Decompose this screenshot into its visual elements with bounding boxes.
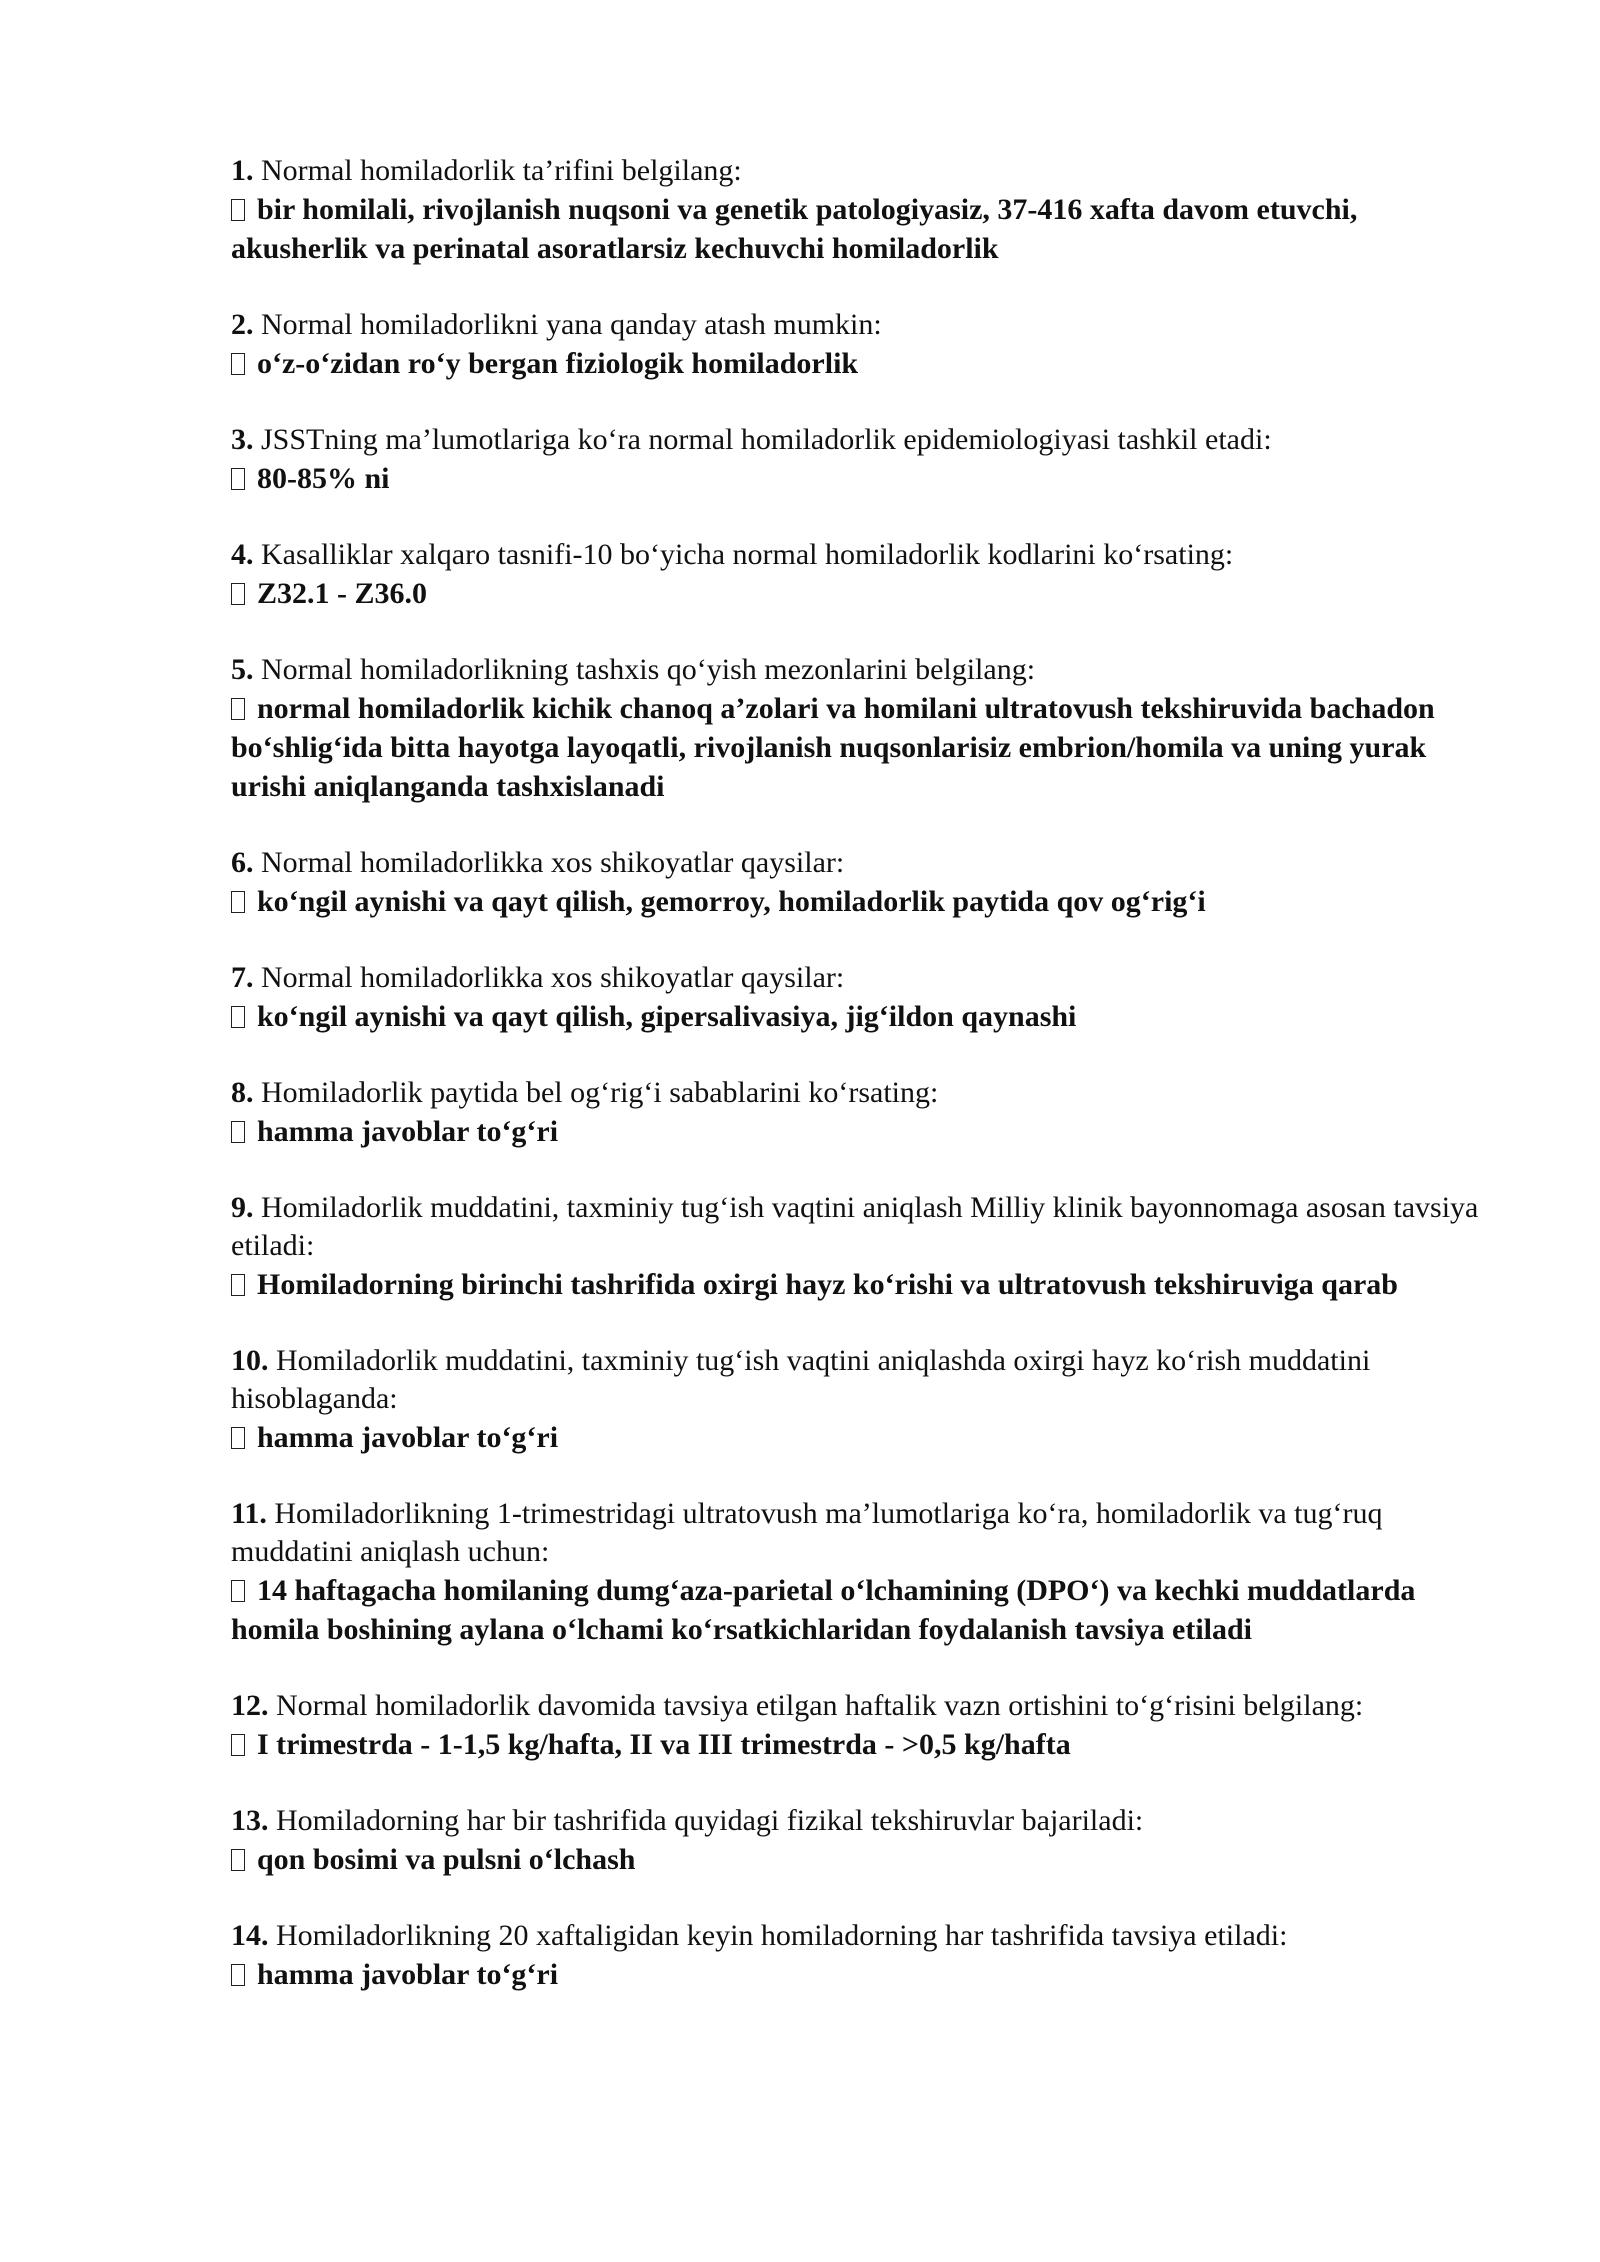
question-number: 14.: [231, 1919, 269, 1952]
answer-text: [231, 882, 1501, 921]
question-item: [231, 1495, 1501, 1649]
checkbox-icon: [231, 1006, 245, 1028]
answer-text: [231, 1840, 1501, 1879]
checkbox-icon: [231, 1274, 245, 1296]
checkbox-icon: [231, 1427, 245, 1449]
question-number: 2.: [231, 308, 254, 341]
answer-label: Z32.1 - Z36.0: [257, 577, 428, 610]
checkbox-icon: [231, 891, 245, 913]
question-item: [231, 844, 1501, 921]
question-text: [231, 1917, 1501, 1955]
question-item: [231, 1189, 1501, 1304]
question-text: [231, 1189, 1501, 1265]
question-label: Kasalliklar xalqaro tasnifi-10 bo‘yicha normal homiladorlik kodlarini ko‘rsating:: [261, 538, 1234, 571]
question-number: 13.: [231, 1804, 269, 1837]
question-label: Normal homiladorlikka xos shikoyatlar qaysilar:: [261, 846, 845, 879]
answer-label: hamma javoblar to‘g‘ri: [257, 1115, 559, 1148]
question-number: 8.: [231, 1076, 254, 1109]
checkbox-icon: [231, 1580, 245, 1602]
answer-label: 80-85% ni: [257, 462, 390, 495]
question-text: [231, 1687, 1501, 1725]
answer-text: [231, 1725, 1501, 1764]
question-number: 3.: [231, 423, 254, 456]
question-text: [231, 1074, 1501, 1112]
question-text: [231, 306, 1501, 344]
question-text: [231, 1495, 1501, 1571]
question-item: [231, 536, 1501, 613]
checkbox-icon: [231, 1849, 245, 1871]
answer-text: [231, 1571, 1501, 1649]
answer-label: hamma javoblar to‘g‘ri: [257, 1421, 559, 1454]
checkbox-icon: [231, 698, 245, 720]
question-label: Homiladorlik muddatini, taxminiy tug‘ish vaqtini aniqlashda oxirgi hayz ko‘rish muddatini hisoblaganda:: [231, 1344, 1371, 1415]
question-number: 1.: [231, 154, 254, 187]
question-label: Homiladorlikning 1-trimestridagi ultratovush ma’lumotlariga ko‘ra, homiladorlik va tug‘ruq muddatini aniqlash uchun:: [231, 1497, 1383, 1568]
question-item: [231, 959, 1501, 1036]
question-number: 5.: [231, 653, 254, 686]
question-text: [231, 421, 1501, 459]
question-item: [231, 651, 1501, 806]
question-item: [231, 1917, 1501, 1994]
question-text: [231, 844, 1501, 882]
answer-text: [231, 344, 1501, 383]
answer-label: hamma javoblar to‘g‘ri: [257, 1958, 559, 1991]
question-label: Homiladorlik paytida bel og‘rig‘i sabablarini ko‘rsating:: [261, 1076, 939, 1109]
question-label: Normal homiladorlik davomida tavsiya etilgan haftalik vazn ortishini to‘g‘risini belgilang:: [276, 1689, 1364, 1722]
question-label: Homiladorlik muddatini, taxminiy tug‘ish vaqtini aniqlash Milliy klinik bayonnomaga asosan tavsiya etiladi:: [231, 1191, 1479, 1262]
answer-label: o‘z-o‘zidan ro‘y bergan fiziologik homiladorlik: [257, 347, 859, 380]
question-label: Homiladorlikning 20 xaftaligidan keyin homiladorning har tashrifida tavsiya etiladi:: [276, 1919, 1288, 1952]
question-label: Normal homiladorlikka xos shikoyatlar qaysilar:: [261, 961, 845, 994]
checkbox-icon: [231, 583, 245, 605]
question-text: [231, 536, 1501, 574]
question-number: 6.: [231, 846, 254, 879]
answer-label: bir homilali, rivojlanish nuqsoni va genetik patologiyasiz, 37-416 xafta davom etuvchi, akusherlik va perinatal asoratlarsiz kechuvchi homiladorlik: [231, 193, 1358, 265]
answer-text: [231, 1955, 1501, 1994]
checkbox-icon: [231, 1121, 245, 1143]
question-item: [231, 421, 1501, 498]
question-number: 11.: [231, 1497, 267, 1530]
question-label: Normal homiladorlikni yana qanday atash mumkin:: [261, 308, 882, 341]
question-number: 7.: [231, 961, 254, 994]
question-text: [231, 152, 1501, 190]
question-label: Homiladorning har bir tashrifida quyidagi fizikal tekshiruvlar bajariladi:: [276, 1804, 1144, 1837]
answer-label: ko‘ngil aynishi va qayt qilish, gemorroy, homiladorlik paytida qov og‘rig‘i: [257, 885, 1206, 918]
answer-text: [231, 574, 1501, 613]
question-item: [231, 306, 1501, 383]
answer-label: 14 haftagacha homilaning dumg‘aza-parietal o‘lchamining (DPO‘) va kechki muddatlarda homila boshining aylana o‘lchami ko‘rsatkichlaridan foydalanish tavsiya etiladi: [231, 1574, 1416, 1646]
question-number: 4.: [231, 538, 254, 571]
checkbox-icon: [231, 353, 245, 375]
question-label: Normal homiladorlik ta’rifini belgilang:: [261, 154, 742, 187]
question-text: [231, 959, 1501, 997]
answer-text: [231, 997, 1501, 1036]
question-item: [231, 1074, 1501, 1151]
answer-text: [231, 459, 1501, 498]
question-label: Normal homiladorlikning tashxis qo‘yish mezonlarini belgilang:: [261, 653, 1036, 686]
question-label: JSSTning ma’lumotlariga ko‘ra normal homiladorlik epidemiologiyasi tashkil etadi:: [261, 423, 1272, 456]
answer-label: Homiladorning birinchi tashrifida oxirgi hayz ko‘rishi va ultratovush tekshiruviga qarab: [257, 1268, 1398, 1301]
answer-label: ko‘ngil aynishi va qayt qilish, gipersalivasiya, jig‘ildon qaynashi: [257, 1000, 1077, 1033]
question-text: [231, 1802, 1501, 1840]
question-text: [231, 1342, 1501, 1418]
checkbox-icon: [231, 1734, 245, 1756]
question-item: [231, 1687, 1501, 1764]
answer-label: normal homiladorlik kichik chanoq a’zolari va homilani ultratovush tekshiruvida bachadon bo‘shlig‘ida bitta hayotga layoqatli, rivojlanish nuqsonlarisiz embrion/homila va uning yurak urishi aniqlanganda tashxislanadi: [231, 692, 1435, 803]
quiz-document: [231, 152, 1501, 2032]
question-item: [231, 1342, 1501, 1457]
answer-text: [231, 1418, 1501, 1457]
answer-label: I trimestrda - 1-1,5 kg/hafta, II va III trimestrda - >0,5 kg/hafta: [257, 1728, 1071, 1761]
answer-text: [231, 1265, 1501, 1304]
checkbox-icon: [231, 468, 245, 490]
checkbox-icon: [231, 1964, 245, 1986]
question-text: [231, 651, 1501, 689]
question-item: [231, 152, 1501, 268]
question-number: 10.: [231, 1344, 269, 1377]
checkbox-icon: [231, 199, 245, 221]
question-item: [231, 1802, 1501, 1879]
question-number: 12.: [231, 1689, 269, 1722]
answer-text: [231, 1112, 1501, 1151]
answer-text: [231, 190, 1501, 268]
answer-label: qon bosimi va pulsni o‘lchash: [257, 1843, 636, 1876]
question-number: 9.: [231, 1191, 254, 1224]
answer-text: [231, 689, 1501, 806]
